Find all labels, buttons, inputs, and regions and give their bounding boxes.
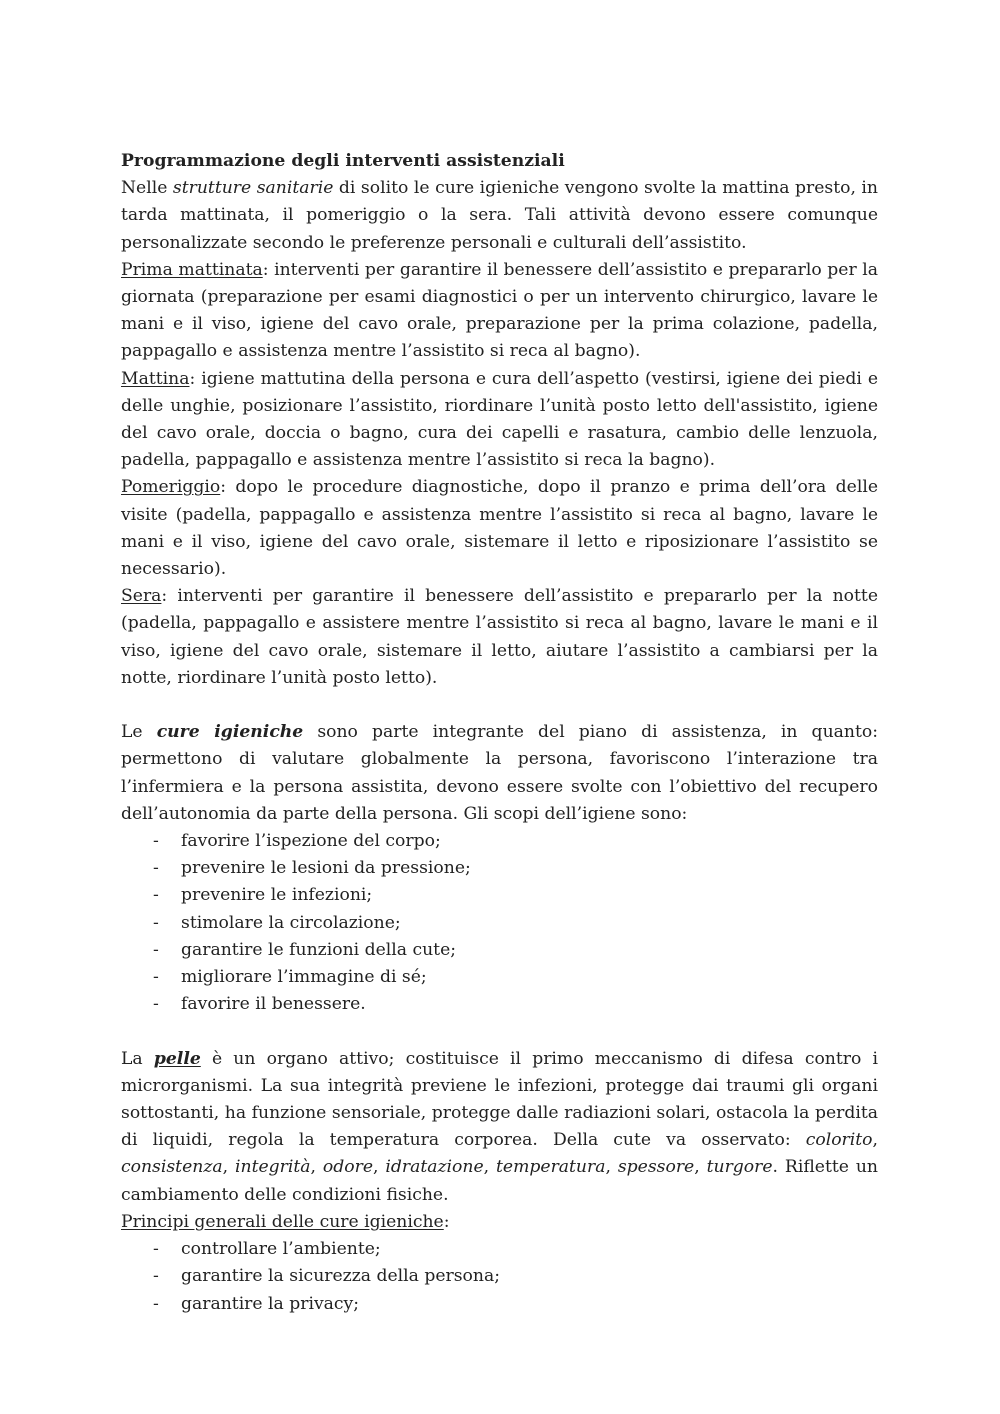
scopi-list xyxy=(121,828,878,1018)
pelle-text-3: . Riflette un cambiamento delle condizioni fisiche. xyxy=(121,1157,878,1205)
paragraph-spacer xyxy=(121,692,878,719)
paragraph-spacer xyxy=(121,1018,878,1045)
intro-emphasis: strutture sanitarie xyxy=(172,178,334,199)
principi-list xyxy=(121,1236,878,1318)
cure-text-1: Le xyxy=(121,722,157,743)
list-item: - favorire l’ispezione del corpo; xyxy=(153,828,878,855)
list-item: - garantire la sicurezza della persona; xyxy=(153,1263,878,1290)
schedule-sera xyxy=(121,583,878,692)
list-item: - garantire la privacy; xyxy=(153,1291,878,1318)
principi-colon: : xyxy=(443,1211,450,1232)
schedule-mattina xyxy=(121,366,878,475)
list-item: - controllare l’ambiente; xyxy=(153,1236,878,1263)
cute-attr: colorito xyxy=(805,1130,873,1151)
list-item: - prevenire le lesioni da pressione; xyxy=(153,855,878,882)
cure-keyword: cure igieniche xyxy=(156,722,304,743)
pelle-paragraph: La pelle è un organo attivo; costituisce il primo meccanismo di difesa contro i microrganismi. La sua integrità previene le infezioni, protegge dai traumi gli organi sottostanti, ha funzione sensoriale, protegge dalle radiazioni solari, ostacola la perdita di liquidi, regola la temperatura corporea. Della cute va osservato: colorito, consistenza, integrità, odore, idratazione, temperatura, spessore, turgore. Riflette un cambiamento delle condizioni fisiche. xyxy=(121,1048,879,1205)
list-item: - stimolare la circolazione; xyxy=(153,910,878,937)
section-title: Programmazione degli interventi assistenziali xyxy=(121,151,565,171)
list-item: - garantire le funzioni della cute; xyxy=(153,937,878,964)
principi-heading-line xyxy=(121,1209,878,1236)
schedule-text: : dopo le procedure diagnostiche, dopo il pranzo e prima dell’ora delle visite (padella, pappagallo e assistenza mentre l’assistito si reca al bagno, lavare le mani e il viso, igiene del cavo orale, sistemare il letto e riposizionare l’assistito se necessario). xyxy=(121,477,878,580)
schedule-text: : igiene mattutina della persona e cura dell’aspetto (vestirsi, igiene dei piedi e delle unghie, posizionare l’assistito, riordinare l’unità posto letto dell'assistito, igiene del cavo orale, doccia o bagno, cura dei capelli e rasatura, cambio delle lenzuola, padella, pappagallo e assistenza mentre l’assistito si reca la bagno). xyxy=(121,368,878,471)
cute-attr: turgore xyxy=(706,1157,773,1178)
list-item: - favorire il benessere. xyxy=(153,991,878,1018)
schedule-label: Prima mattinata xyxy=(121,259,263,280)
schedule-label: Mattina xyxy=(121,368,190,389)
cute-attr: spessore xyxy=(617,1157,695,1178)
schedule-text: : interventi per garantire il benessere dell’assistito e prepararlo per la notte (padella, pappagallo e assistere mentre l’assistito si reca al bagno, lavare le mani e il viso, igiene del cavo orale, sistemare il letto, aiutare l’assistito a cambiarsi per la notte, riordinare l’unità posto letto). xyxy=(121,586,878,688)
list-item: - prevenire le infezioni; xyxy=(153,882,878,909)
pelle-text-2: è un organo attivo; costituisce il primo meccanismo di difesa contro i microrganismi. La sua integrità previene le infezioni, protegge dai traumi gli organi sottostanti, ha funzione sensoriale, protegge dalle radiazioni solari, ostacola la perdita di liquidi, regola la temperatura corporea. Della cute va osservato: xyxy=(121,1048,879,1151)
schedule-label: Pomeriggio xyxy=(121,477,221,498)
cute-attr: odore xyxy=(322,1157,373,1178)
cure-text-2: sono parte integrante del piano di assistenza, in quanto: permettono di valutare globalmente la persona, favoriscono l’interazione tra l’infermiera e la persona assistita, devono essere svolte con l’obiettivo del recupero dell’autonomia da parte della persona. Gli scopi dell’igiene sono: xyxy=(121,722,878,824)
principi-heading: Principi generali delle cure igieniche xyxy=(121,1211,444,1232)
intro-paragraph xyxy=(121,175,878,257)
cute-attr: idratazione xyxy=(385,1157,484,1178)
cure-paragraph xyxy=(121,719,878,828)
pelle-text-1: La xyxy=(121,1048,154,1069)
list-item: - migliorare l’immagine di sé; xyxy=(153,964,878,991)
intro-text-2: di solito le cure igieniche vengono svolte la mattina presto, in tarda mattinata, il pomeriggio o la sera. Tali attività devono essere comunque personalizzate secondo le preferenze personali e culturali dell’assistito. xyxy=(121,178,879,253)
cute-attr: consistenza xyxy=(121,1157,223,1178)
schedule-text: : interventi per garantire il benessere dell’assistito e prepararlo per la giornata (preparazione per esami diagnostici o per un intervento chirurgico, lavare le mani e il viso, igiene del cavo orale, preparazione per la prima colazione, padella, pappagallo e assistenza mentre l’assistito si reca al bagno). xyxy=(121,259,878,362)
schedule-pomeriggio xyxy=(121,474,878,583)
cute-attr: integrità xyxy=(235,1157,311,1178)
pelle-keyword: pelle xyxy=(153,1048,201,1069)
cute-attr: temperatura xyxy=(496,1157,606,1178)
schedule-prima-mattinata xyxy=(121,257,878,366)
intro-text-1: Nelle xyxy=(121,178,173,199)
document-page xyxy=(121,148,878,1318)
schedule-label: Sera xyxy=(121,586,162,607)
